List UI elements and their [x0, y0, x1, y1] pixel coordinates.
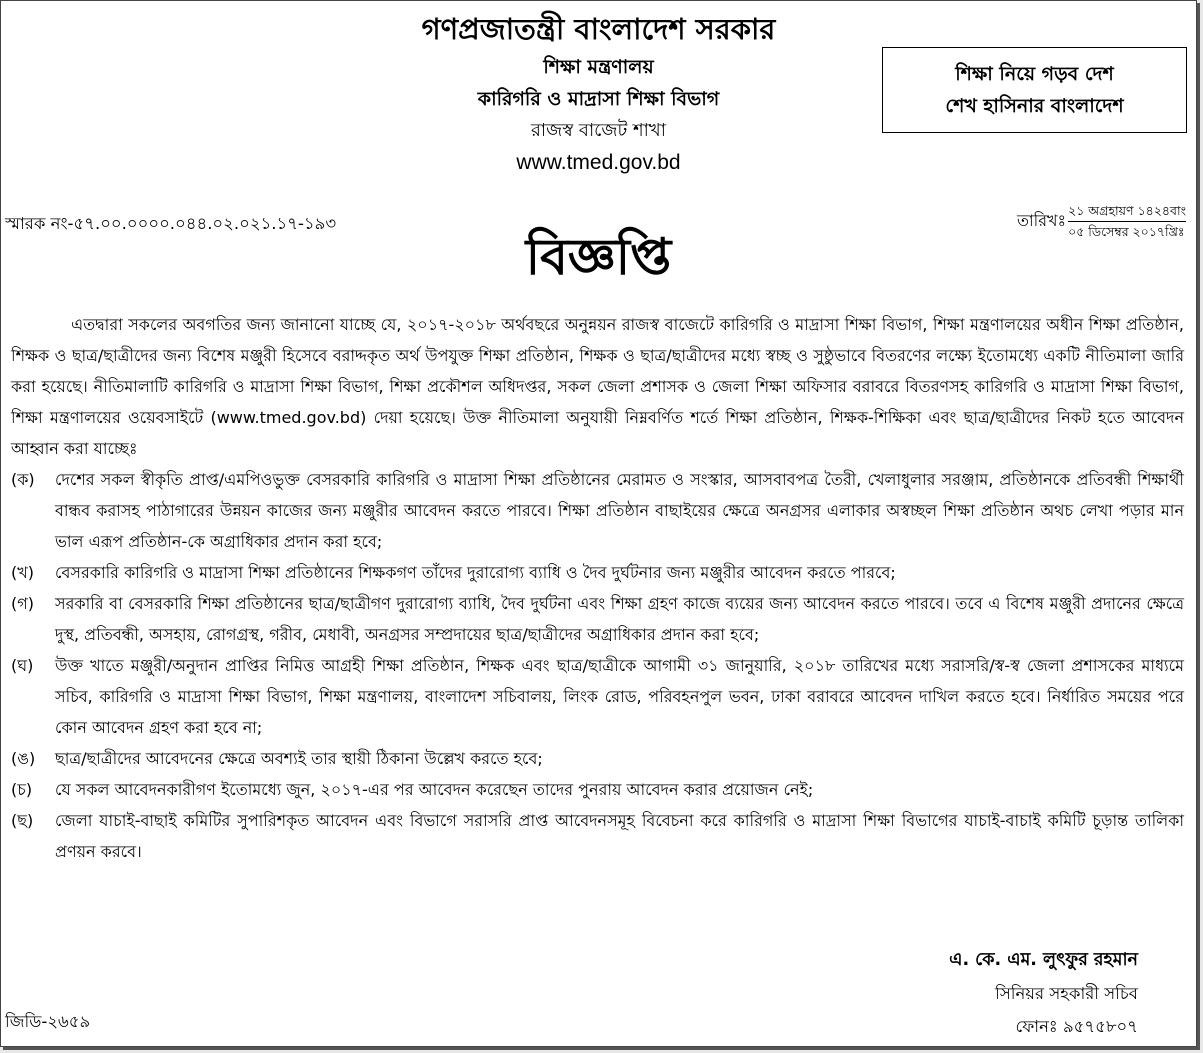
list-item — [11, 464, 1184, 557]
item-text: বেসরকারি কারিগরি ও মাদ্রাসা শিক্ষা প্রতিষ্ঠানের শিক্ষকগণ তাঁদের দুরারোগ্য ব্যাধি ও দৈব দুর্ঘটনার জন্য মঞ্জুরীর আবেদন করতে পারবে; — [55, 563, 896, 582]
date-bangla: ২১ অগ্রহায়ণ ১৪২৪বাং — [1068, 201, 1186, 222]
list-item — [11, 650, 1184, 743]
date-label: তারিখঃ — [1017, 211, 1067, 230]
slogan-line-2: শেখ হাসিনার বাংলাদেশ — [945, 95, 1124, 117]
intro-paragraph: এতদ্বারা সকলের অবগতির জন্য জানানো যাচ্ছে যে, ২০১৭-২০১৮ অর্থবছরে অনুন্নয়ন রাজস্ব বাজেটে কারিগরি ও মাদ্রাসা শিক্ষা বিভাগ, শিক্ষা মন্ত্রণালয়ের অধীন শিক্ষা প্রতিষ্ঠান, শিক্ষক ও ছাত্র/ছাত্রীদের জন্য বিশেষ মঞ্জুরী হিসেবে বরাদ্দকৃত অর্থ উপযুক্ত শিক্ষা প্রতিষ্ঠান, শিক্ষক ও ছাত্র/ছাত্রীদের মধ্যে স্বচ্ছ ও সুষ্ঠুভাবে বিতরণের লক্ষ্যে ইতোমধ্যে একটি নীতিমালা জারি করা হয়েছে। নীতিমালাটি কারিগরি ও মাদ্রাসা শিক্ষা বিভাগ, শিক্ষা প্রকৌশল অধিদপ্তর, সকল জেলা প্রশাসক ও জেলা শিক্ষা অফিসার বরাবরে বিতরণসহ কারিগরি ও মাদ্রাসা শিক্ষা বিভাগ, শিক্ষা মন্ত্রণালয়ের ওয়েবসাইটে (www.tmed.gov.bd) দেয়া হয়েছে। উক্ত নীতিমালা অনুযায়ী নিম্নবর্ণিত শর্তে শিক্ষা প্রতিষ্ঠান, শিক্ষক-শিক্ষিকা এবং ছাত্র/ছাত্রীদের নিকট হতে আবেদন আহ্বান করা যাচ্ছেঃ — [11, 315, 1184, 458]
item-mark: (চ) — [11, 780, 33, 799]
item-text: সরকারি বা বেসরকারি শিক্ষা প্রতিষ্ঠানের ছাত্র/ছাত্রীগণ দুরারোগ্য ব্যাধি, দৈব দুর্ঘটনা এবং শিক্ষা গ্রহণ কাজে ব্যয়ের জন্য আবেদন করতে পারবে। তবে এ বিশেষ মঞ্জুরী প্রদানের ক্ষেত্রে দুস্থ, প্রতিবন্ধী, অসহায়, রোগগ্রস্থ, গরীব, মেধাবী, অনগ্রসর সম্প্রদায়ের ছাত্র/ছাত্রীদের অগ্রাধিকার প্রদান করা হবে; — [55, 594, 1184, 644]
item-text: দেশের সকল স্বীকৃতি প্রাপ্ত/এমপিওভুক্ত বেসরকারি কারিগরি ও মাদ্রাসা শিক্ষা প্রতিষ্ঠানের মেরামত ও সংস্কার, আসবাবপত্র তৈরী, খেলাধুলার সরঞ্জাম, প্রতিষ্ঠানকে প্রতিবন্ধী শিক্ষার্থী বান্ধব করাসহ পাঠাগারের উন্নয়ন কাজের জন্য মঞ্জুরীর আবেদন করতে পারবে। শিক্ষা প্রতিষ্ঠান বাছাইয়ের ক্ষেত্রে অনগ্রসর এলাকার অস্বচ্ছল শিক্ষা প্রতিষ্ঠান অথচ লেখা পড়ার মান ভাল এরূপ প্রতিষ্ঠান-কে অগ্রাধিকার প্রদান করা হবে; — [55, 470, 1184, 551]
list-item — [11, 588, 1184, 650]
signatory-name: এ. কে. এম. লুৎফুর রহমান — [949, 950, 1138, 970]
item-mark: (ছ) — [11, 811, 34, 830]
item-mark: (ঘ) — [11, 656, 34, 675]
gd-number: জিডি-২৬৫৯ — [5, 1012, 91, 1031]
item-text: ছাত্র/ছাত্রীদের আবেদনের ক্ষেত্রে অবশ্যই তার স্থায়ী ঠিকানা উল্লেখ করতে হবে; — [55, 749, 543, 768]
ministry-name: শিক্ষা মন্ত্রণালয় — [543, 56, 654, 78]
list-item — [11, 743, 1184, 774]
slogan-line-1: শিক্ষা নিয়ে গড়ব দেশ — [955, 63, 1114, 85]
date-english: ০৫ ডিসেম্বর ২০১৭খ্রিঃ — [1068, 224, 1185, 239]
signatory-phone: ফোনঃ ৯৫৭৫৮০৭ — [1015, 1017, 1138, 1036]
signatory-designation: সিনিয়র সহকারী সচিব — [995, 984, 1138, 1003]
wing-name: রাজস্ব বাজেট শাখা — [531, 120, 666, 141]
division-name: কারিগরি ও মাদ্রাসা শিক্ষা বিভাগ — [477, 88, 720, 110]
list-item — [11, 774, 1184, 805]
list-item — [11, 805, 1184, 867]
item-mark: (গ) — [11, 594, 34, 613]
item-mark: (খ) — [11, 563, 34, 582]
item-text: জেলা যাচাই-বাছাই কমিটির সুপারিশকৃত আবেদন এবং বিভাগে সরাসরি প্রাপ্ত আবেদনসমূহ বিবেচনা করে কারিগরি ও মাদ্রাসা শিক্ষা বিভাগের যাচাই-বাচাই কমিটি চূড়ান্ত তালিকা প্রণয়ন করবে। — [55, 811, 1184, 861]
signature-block — [949, 944, 1138, 1043]
notice-body — [11, 309, 1184, 867]
slogan-box — [882, 47, 1187, 133]
notice-title: বিজ্ঞপ্তি — [525, 227, 672, 286]
memo-number: স্মারক নং-৫৭.০০.০০০০.০৪৪.০২.০২১.১৭-১৯৩ — [5, 214, 337, 233]
list-item — [11, 557, 1184, 588]
government-name: গণপ্রজাতন্ত্রী বাংলাদেশ সরকার — [421, 12, 776, 46]
item-mark: (ক) — [11, 470, 35, 489]
website-text: www.tmed.gov.bd — [516, 151, 681, 174]
item-mark: (ঙ) — [11, 749, 36, 768]
item-text: যে সকল আবেদনকারীগণ ইতোমধ্যে জুন, ২০১৭-এর পর আবেদন করেছেন তাদের পুনরায় আবেদন করার প্রয়োজন নেই; — [55, 780, 814, 799]
item-text: উক্ত খাতে মঞ্জুরী/অনুদান প্রাপ্তির নিমিত্ত আগ্রহী শিক্ষা প্রতিষ্ঠান, শিক্ষক এবং ছাত্র/ছাত্রীকে আগামী ৩১ জানুয়ারি, ২০১৮ তারিখের মধ্যে সরাসরি/স্ব-স্ব জেলা প্রশাসকের মাধ্যমে সচিব, কারিগরি ও মাদ্রাসা শিক্ষা বিভাগ, শিক্ষা মন্ত্রণালয়, বাংলাদেশ সচিবালয়, লিংক রোড, পরিবহনপুল ভবন, ঢাকা বরাবরে আবেদন দাখিল করতে হবে। নির্ধারিত সময়ের পরে কোন আবেদন গ্রহণ করা হবে না; — [55, 656, 1184, 737]
